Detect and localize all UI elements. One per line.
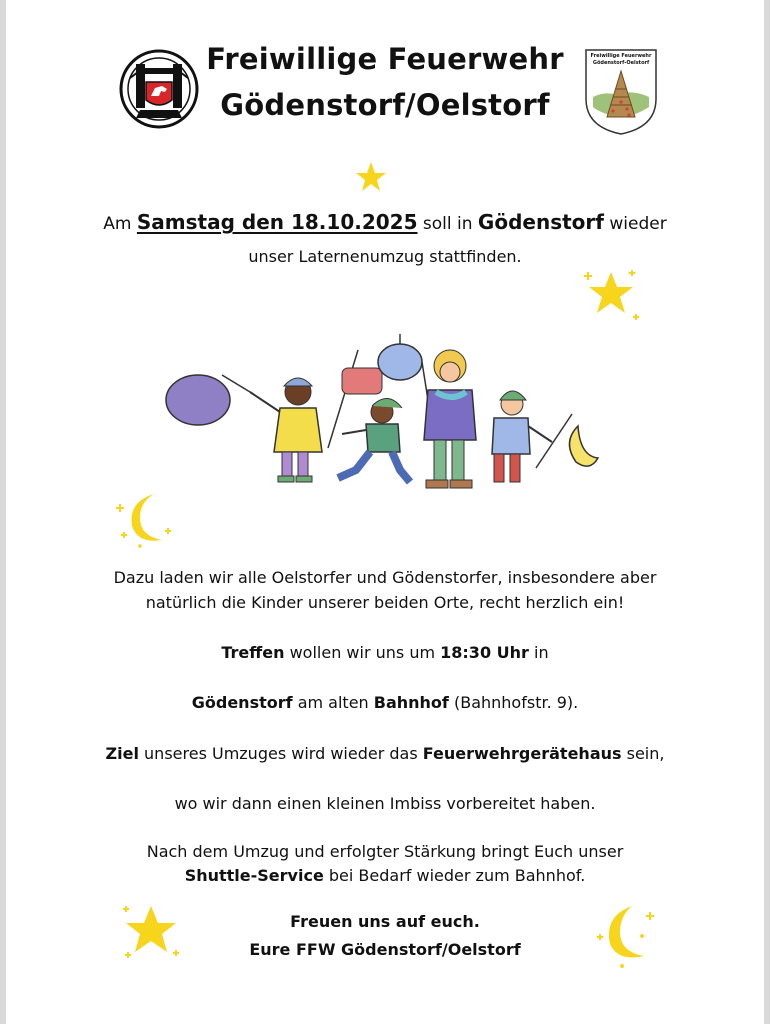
meeting-in: in bbox=[534, 643, 549, 662]
crest-text-2: Gödenstorf-Oelstorf bbox=[592, 60, 650, 66]
title-line-2: Gödenstorf/Oelstorf bbox=[220, 88, 550, 122]
moon-icon bbox=[110, 488, 178, 550]
shuttle-line-2 bbox=[0, 866, 770, 885]
closing-line-2: Eure FFW Gödenstorf/Oelstorf bbox=[249, 940, 521, 959]
location-mid: am alten bbox=[297, 693, 369, 712]
goal-end: sein, bbox=[626, 744, 665, 763]
location-place: Gödenstorf bbox=[191, 693, 293, 712]
goal-building: Feuerwehrgerätehaus bbox=[422, 744, 622, 763]
announcement-line-1 bbox=[0, 210, 770, 234]
star-icon bbox=[354, 160, 388, 194]
shuttle-service: Shuttle-Service bbox=[184, 866, 324, 885]
title-line-1: Freiwillige Feuerwehr bbox=[206, 42, 564, 76]
location-bahnhof: Bahnhof bbox=[373, 693, 449, 712]
meeting-treffen: Treffen bbox=[221, 643, 285, 662]
star-icon bbox=[580, 266, 642, 324]
announcement-line-2: unser Laternenumzug stattfinden. bbox=[248, 247, 522, 266]
announcement-wieder: wieder bbox=[609, 214, 667, 234]
location-line bbox=[0, 693, 770, 712]
meeting-mid: wollen wir uns um bbox=[289, 643, 436, 662]
lantern-children-illustration bbox=[160, 330, 600, 505]
meeting-time: 18:30 Uhr bbox=[440, 643, 529, 662]
village-crest-icon bbox=[583, 47, 659, 137]
closing-line-1: Freuen uns auf euch. bbox=[290, 912, 480, 931]
goal-line bbox=[0, 744, 770, 763]
goal-mid: unseres Umzuges wird wieder das bbox=[144, 744, 418, 763]
goal-ziel: Ziel bbox=[105, 744, 139, 763]
invite-line-2: natürlich die Kinder unserer beiden Orte, recht herzlich ein! bbox=[145, 593, 625, 612]
snack-line: wo wir dann einen kleinen Imbiss vorbereitet haben. bbox=[174, 794, 596, 813]
crest-text-1: Freiwillige Feuerwehr bbox=[590, 53, 652, 59]
announcement-soll-in: soll in bbox=[422, 214, 473, 234]
moon-icon bbox=[592, 900, 662, 970]
event-place: Gödenstorf bbox=[477, 210, 604, 234]
announcement-am: Am bbox=[103, 214, 132, 234]
shuttle-rest: bei Bedarf wieder zum Bahnhof. bbox=[328, 866, 586, 885]
shuttle-line-1: Nach dem Umzug und erfolgter Stärkung bringt Euch unser bbox=[146, 842, 624, 861]
event-date: Samstag den 18.10.2025 bbox=[136, 210, 418, 234]
location-address: (Bahnhofstr. 9). bbox=[453, 693, 579, 712]
meeting-line bbox=[0, 643, 770, 662]
invite-line-1: Dazu laden wir alle Oelstorfer und Gödenstorfer, insbesondere aber bbox=[113, 568, 657, 587]
